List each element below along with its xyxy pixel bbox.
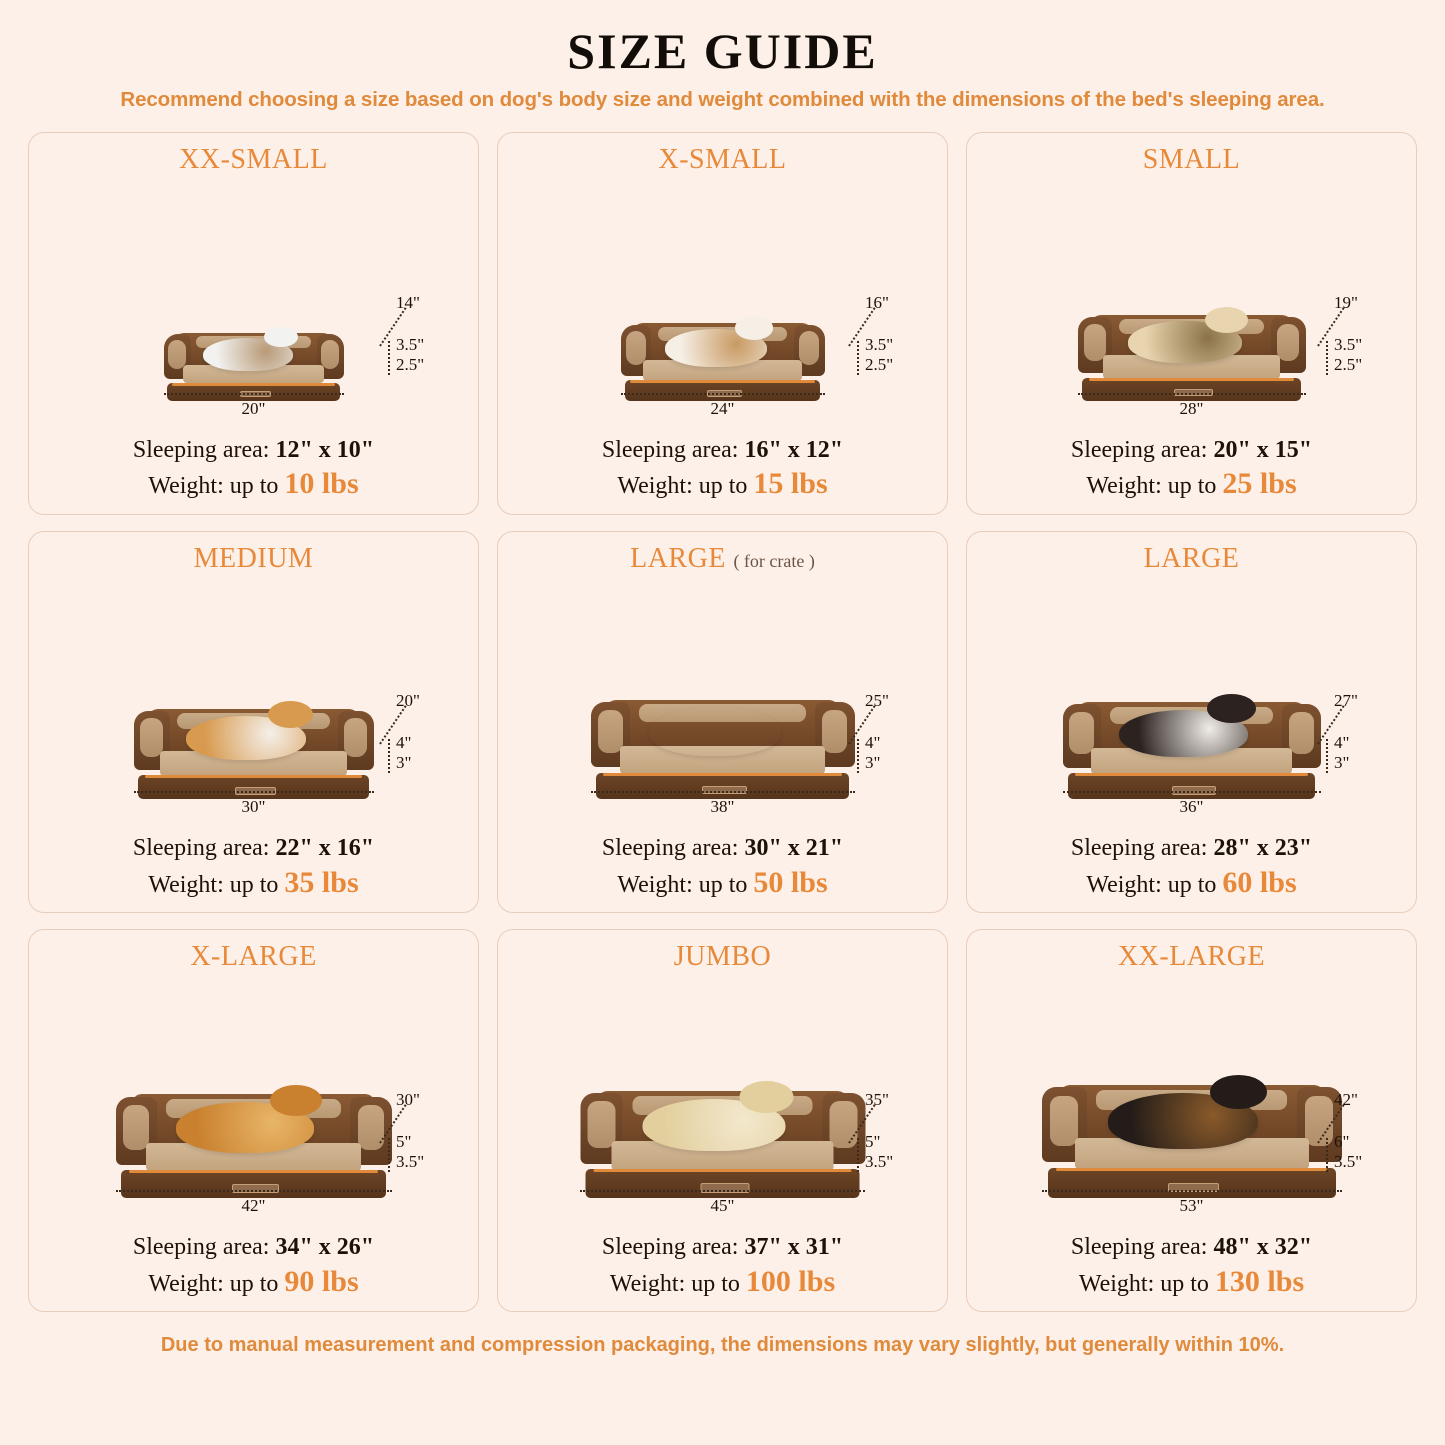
pet-head [268, 701, 314, 728]
width-dimension-line [134, 791, 374, 793]
height-dimension-group [1312, 293, 1412, 383]
weight-label: Weight: up to [148, 1270, 285, 1297]
weight-value: 10 lbs [284, 467, 359, 501]
low-dimension-label: 3" [1334, 753, 1350, 773]
weight-value: 50 lbs [753, 865, 828, 899]
height-dimension-label: 27" [1334, 691, 1358, 711]
sleeping-area-line [967, 435, 1416, 466]
height-dimension-group [1312, 1090, 1412, 1180]
sleeping-area-value: 48" x 32" [1213, 1233, 1313, 1260]
size-card-title [1144, 544, 1240, 575]
sleeping-area-line [967, 1232, 1416, 1263]
low-dimension-label: 3.5" [1334, 1151, 1363, 1171]
dog-bed-graphic [1063, 696, 1321, 799]
size-card[interactable] [966, 132, 1417, 515]
bed-illustration [498, 975, 947, 1232]
sleeping-area-label: Sleeping area: [132, 436, 276, 463]
bed-base [586, 1169, 860, 1198]
width-dimension-label: 20" [241, 398, 266, 418]
width-dimension-line [164, 393, 344, 395]
height-dimension-group [843, 1090, 943, 1180]
weight-label: Weight: up to [617, 871, 754, 898]
width-dimension-label: 36" [1179, 797, 1204, 817]
size-card-grid [28, 132, 1417, 1312]
size-card-specs [967, 833, 1416, 912]
dog-bed-graphic [591, 693, 855, 799]
height-dimension-label: 30" [396, 1089, 420, 1109]
bed-piping [594, 1169, 851, 1172]
sleeping-area-line [967, 833, 1416, 864]
pet-head [740, 1081, 794, 1114]
thickness-leader-line [857, 739, 859, 773]
size-card[interactable] [497, 929, 948, 1312]
weight-line [498, 1263, 947, 1301]
thickness-leader-line [1326, 341, 1328, 375]
width-dimension-label: 38" [710, 797, 735, 817]
width-dimension-label: 30" [241, 797, 266, 817]
height-dimension-group [843, 293, 943, 383]
bed-illustration [967, 975, 1416, 1232]
weight-label: Weight: up to [148, 473, 285, 500]
weight-label: Weight: up to [1078, 1270, 1215, 1297]
weight-label: Weight: up to [148, 871, 285, 898]
width-dimension-line [621, 393, 825, 395]
dog-bed-graphic [134, 703, 374, 799]
low-dimension-label: 3.5" [865, 1151, 894, 1171]
weight-line [29, 1263, 478, 1301]
size-card[interactable] [966, 929, 1417, 1312]
weight-value: 100 lbs [745, 1264, 836, 1298]
mid-dimension-label: 6" [1334, 1131, 1350, 1151]
pet-head [1207, 694, 1256, 723]
sleeping-area-line [498, 833, 947, 864]
pet-illustration-border-collie [1119, 710, 1248, 757]
bed-illustration [498, 576, 947, 833]
weight-label: Weight: up to [1086, 871, 1223, 898]
bed-illustration [29, 576, 478, 833]
size-card-specs [498, 833, 947, 912]
height-dimension-label: 20" [396, 691, 420, 711]
sleeping-area-value: 20" x 15" [1213, 436, 1313, 463]
width-dimension-label: 53" [1179, 1195, 1204, 1215]
bed-piping [603, 773, 841, 776]
width-dimension-line [1063, 791, 1321, 793]
weight-value: 15 lbs [753, 467, 828, 501]
weight-value: 130 lbs [1214, 1264, 1305, 1298]
sleeping-area-value: 28" x 23" [1213, 835, 1313, 862]
thickness-leader-line [388, 341, 390, 375]
mid-dimension-label: 3.5" [865, 334, 894, 354]
low-dimension-label: 2.5" [396, 354, 425, 374]
pet-head [1210, 1075, 1267, 1109]
dog-bed-graphic [580, 1084, 865, 1198]
thickness-leader-line [1326, 1138, 1328, 1172]
sleeping-area-value: 16" x 12" [744, 436, 844, 463]
height-dimension-label: 14" [396, 292, 420, 312]
sleeping-area-line [498, 435, 947, 466]
size-card-title [179, 145, 328, 176]
size-card-title [1143, 145, 1240, 176]
size-name: XX-LARGE [1117, 941, 1266, 973]
width-dimension-line [1042, 1190, 1342, 1192]
bed-illustration [498, 178, 947, 435]
width-dimension-label: 45" [710, 1195, 735, 1215]
size-card-specs [29, 833, 478, 912]
sleeping-area-value: 34" x 26" [275, 1233, 375, 1260]
sleeping-area-label: Sleeping area: [132, 835, 276, 862]
bed-base [121, 1170, 386, 1198]
bed-piping [1089, 378, 1295, 381]
pet-illustration-golden-retriever [176, 1102, 314, 1153]
size-card-title [190, 942, 316, 973]
sleeping-area-value: 22" x 16" [275, 835, 375, 862]
height-dimension-label: 35" [865, 1089, 889, 1109]
weight-line [967, 465, 1416, 503]
bed-base [596, 773, 849, 800]
size-name: LARGE [630, 542, 726, 574]
low-dimension-label: 3.5" [396, 1151, 425, 1171]
thickness-leader-line [388, 1138, 390, 1172]
width-dimension-line [591, 791, 855, 793]
thickness-leader-line [857, 341, 859, 375]
size-card[interactable] [28, 531, 479, 914]
sleeping-area-label: Sleeping area: [1070, 835, 1214, 862]
size-card[interactable] [28, 929, 479, 1312]
height-dimension-group [1312, 691, 1412, 781]
dog-bed-graphic [164, 329, 344, 401]
width-dimension-line [580, 1190, 865, 1192]
dog-bed-graphic [116, 1088, 392, 1198]
pet-illustration-french-bulldog [1128, 321, 1242, 363]
page-subtitle: Recommend choosing a size based on dog's body size and weight combined with the dimensions of the bed's sleeping area. [120, 88, 1325, 111]
height-dimension-group [374, 691, 474, 781]
weight-label: Weight: up to [609, 1270, 746, 1297]
size-name: SMALL [1142, 144, 1241, 175]
weight-line [498, 465, 947, 503]
sleeping-area-label: Sleeping area: [1070, 436, 1214, 463]
low-dimension-label: 2.5" [1334, 354, 1363, 374]
width-dimension-label: 28" [1179, 398, 1204, 418]
width-dimension-line [1078, 393, 1306, 395]
sleeping-area-label: Sleeping area: [601, 436, 745, 463]
weight-value: 25 lbs [1222, 467, 1297, 501]
bed-illustration [967, 576, 1416, 833]
weight-line [967, 864, 1416, 902]
weight-value: 90 lbs [284, 1264, 359, 1298]
sleeping-area-value: 30" x 21" [744, 835, 844, 862]
size-card-title [194, 544, 314, 575]
size-card[interactable] [497, 531, 948, 914]
thickness-leader-line [388, 739, 390, 773]
bed-base [138, 775, 368, 799]
mid-dimension-label: 3.5" [396, 334, 425, 354]
size-card[interactable] [497, 132, 948, 515]
thickness-leader-line [1326, 739, 1328, 773]
size-name: X-LARGE [190, 941, 317, 973]
bed-piping [1056, 1168, 1327, 1171]
bed-illustration [29, 178, 478, 435]
bed-base [1068, 773, 1316, 799]
weight-label: Weight: up to [1086, 473, 1223, 500]
size-card-title [1118, 942, 1265, 973]
bed-piping [1075, 773, 1308, 776]
mid-dimension-label: 4" [865, 733, 881, 753]
low-dimension-label: 2.5" [865, 354, 894, 374]
dog-bed-graphic [1042, 1078, 1342, 1198]
width-dimension-line [116, 1190, 392, 1192]
height-dimension-label: 42" [1334, 1089, 1358, 1109]
width-dimension-label: 42" [241, 1195, 266, 1215]
pet-head [264, 327, 298, 348]
sleeping-area-label: Sleeping area: [601, 1233, 745, 1260]
size-card-title [674, 942, 771, 973]
weight-label: Weight: up to [617, 473, 754, 500]
dog-bed-graphic [621, 319, 825, 401]
sleeping-area-line [29, 1232, 478, 1263]
size-card-specs [498, 435, 947, 514]
size-card-specs [967, 435, 1416, 514]
pet-illustration-shih-tzu [665, 329, 767, 367]
height-dimension-label: 16" [865, 292, 889, 312]
sleeping-area-label: Sleeping area: [132, 1233, 276, 1260]
size-name: XX-SMALL [179, 144, 328, 175]
footer-disclaimer: Due to manual measurement and compression packaging, the dimensions may vary slightly, but generally within 10%. [160, 1334, 1285, 1356]
bed-base [625, 380, 821, 401]
pet-head [1205, 307, 1248, 333]
sleeping-area-label: Sleeping area: [1070, 1233, 1214, 1260]
mid-dimension-label: 3.5" [1334, 334, 1363, 354]
size-card-specs [29, 435, 478, 514]
size-card[interactable] [966, 531, 1417, 914]
mid-dimension-label: 5" [865, 1131, 881, 1151]
weight-line [498, 864, 947, 902]
weight-line [967, 1263, 1416, 1301]
bed-illustration [967, 178, 1416, 435]
sleeping-area-value: 37" x 31" [744, 1233, 844, 1260]
pet-head [735, 316, 774, 339]
bed-base [1048, 1168, 1336, 1198]
size-name: LARGE [1143, 542, 1240, 574]
pet-illustration-corgi [186, 716, 306, 760]
pet-illustration-shiba-inu [649, 707, 781, 756]
size-card-specs [29, 1232, 478, 1311]
sleeping-area-label: Sleeping area: [601, 835, 745, 862]
height-dimension-label: 19" [1334, 292, 1358, 312]
size-name: MEDIUM [193, 542, 314, 574]
sleeping-area-line [29, 435, 478, 466]
low-dimension-label: 3" [865, 753, 881, 773]
size-card-title [659, 145, 787, 176]
size-card-specs [498, 1232, 947, 1311]
height-dimension-group [374, 293, 474, 383]
weight-value: 35 lbs [284, 865, 359, 899]
bed-base [1082, 378, 1301, 401]
sleeping-area-value: 12" x 10" [275, 436, 375, 463]
height-dimension-group [843, 691, 943, 781]
size-name-note: ( for crate ) [733, 550, 815, 571]
sleeping-area-line [29, 833, 478, 864]
size-card[interactable] [28, 132, 479, 515]
bed-piping [145, 775, 362, 778]
pet-illustration-rottweiler-and-chihuahua [1108, 1093, 1258, 1148]
mid-dimension-label: 4" [1334, 733, 1350, 753]
page-title: SIZE GUIDE [567, 23, 878, 79]
width-dimension-label: 24" [710, 398, 735, 418]
dog-bed-graphic [1078, 310, 1306, 401]
sleeping-area-line [498, 1232, 947, 1263]
pet-illustration-labrador [643, 1099, 786, 1151]
bed-piping [172, 383, 334, 386]
bed-piping [630, 380, 814, 383]
low-dimension-label: 3" [396, 753, 412, 773]
pet-illustration-cat [203, 338, 293, 371]
weight-value: 60 lbs [1222, 865, 1297, 899]
mid-dimension-label: 5" [396, 1131, 412, 1151]
weight-line [29, 465, 478, 503]
thickness-leader-line [857, 1138, 859, 1172]
height-dimension-label: 25" [865, 691, 889, 711]
weight-line [29, 864, 478, 902]
size-card-title [630, 544, 815, 575]
mid-dimension-label: 4" [396, 733, 412, 753]
size-name: X-SMALL [658, 144, 787, 175]
size-name: JUMBO [673, 941, 772, 973]
bed-piping [129, 1170, 378, 1173]
bed-illustration [29, 975, 478, 1232]
size-card-specs [967, 1232, 1416, 1311]
height-dimension-group [374, 1090, 474, 1180]
